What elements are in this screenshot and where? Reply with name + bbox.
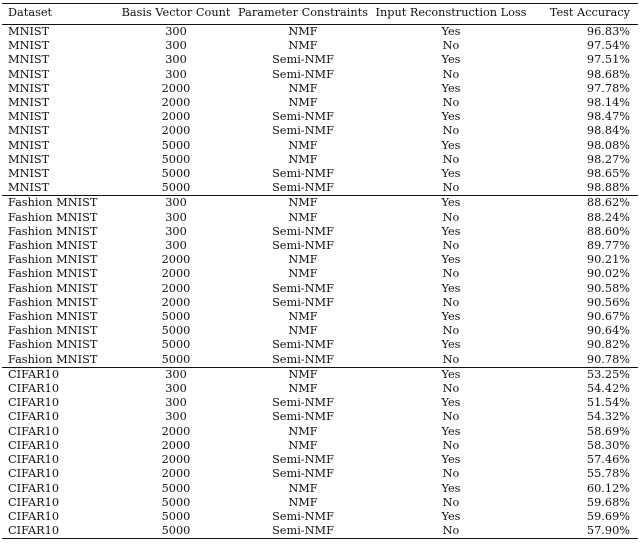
cell-parameter-constraints: NMF bbox=[288, 382, 318, 396]
cell-parameter-constraints: NMF bbox=[288, 481, 318, 495]
cell-test-accuracy: 58.69% bbox=[586, 424, 630, 438]
header-row bbox=[2, 4, 638, 25]
cell-test-accuracy: 60.12% bbox=[586, 481, 630, 495]
cell-dataset: Fashion MNIST bbox=[8, 281, 98, 295]
cell-input-reconstruction-loss: No bbox=[442, 152, 460, 166]
cell-test-accuracy: 54.32% bbox=[586, 410, 630, 424]
cell-test-accuracy: 59.68% bbox=[586, 495, 630, 509]
cell-test-accuracy: 88.60% bbox=[586, 224, 630, 238]
cell-basis-vector-count: 2000 bbox=[161, 295, 191, 309]
table-row bbox=[2, 167, 638, 181]
table-row bbox=[2, 82, 638, 96]
cell-parameter-constraints: Semi-NMF bbox=[272, 281, 334, 295]
table-row bbox=[2, 253, 638, 267]
cell-parameter-constraints: Semi-NMF bbox=[272, 509, 334, 523]
cell-dataset: CIFAR10 bbox=[2, 524, 114, 539]
cell-input-reconstruction-loss: No bbox=[442, 239, 460, 253]
table-row bbox=[2, 53, 638, 67]
cell-test-accuracy: 59.69% bbox=[586, 509, 630, 523]
cell-basis-vector-count: 5000 bbox=[161, 352, 191, 366]
cell-parameter-constraints: NMF bbox=[288, 39, 318, 53]
table-row bbox=[2, 396, 638, 410]
cell-basis-vector-count: 5000 bbox=[161, 310, 191, 324]
cell-test-accuracy: 88.62% bbox=[534, 196, 638, 211]
cell-input-reconstruction-loss: No bbox=[442, 39, 460, 53]
cell-input-reconstruction-loss: No bbox=[442, 67, 460, 81]
cell-dataset: CIFAR10 bbox=[8, 509, 60, 523]
cell-parameter-constraints: Semi-NMF bbox=[272, 410, 334, 424]
table-row bbox=[2, 382, 638, 396]
cell-test-accuracy: 97.54% bbox=[586, 39, 630, 53]
cell-input-reconstruction-loss: Yes bbox=[441, 53, 461, 67]
table-row bbox=[2, 338, 638, 352]
cell-input-reconstruction-loss: Yes bbox=[441, 253, 461, 267]
cell-basis-vector-count: 2000 bbox=[161, 438, 191, 452]
cell-input-reconstruction-loss: Yes bbox=[441, 110, 461, 124]
table-row bbox=[2, 496, 638, 510]
cell-input-reconstruction-loss: No bbox=[442, 267, 460, 281]
cell-test-accuracy: 51.54% bbox=[586, 396, 630, 410]
cell-dataset: MNIST bbox=[8, 181, 50, 195]
cell-dataset: CIFAR10 bbox=[8, 382, 60, 396]
cell-parameter-constraints: Semi-NMF bbox=[272, 338, 334, 352]
cell-test-accuracy: 98.84% bbox=[586, 124, 630, 138]
cell-test-accuracy: 90.82% bbox=[586, 338, 630, 352]
cell-basis-vector-count: 5000 bbox=[161, 495, 191, 509]
cell-dataset: CIFAR10 bbox=[8, 481, 60, 495]
cell-basis-vector-count: 300 bbox=[165, 396, 187, 410]
cell-test-accuracy: 54.42% bbox=[586, 382, 630, 396]
table-group bbox=[2, 196, 638, 367]
cell-basis-vector-count: 2000 bbox=[161, 267, 191, 281]
cell-parameter-constraints: Semi-NMF bbox=[272, 67, 334, 81]
cell-input-reconstruction-loss: No bbox=[442, 124, 460, 138]
cell-test-accuracy: 90.02% bbox=[586, 267, 630, 281]
header-parameter-constraints: Parameter Constraints bbox=[238, 4, 368, 25]
table-row bbox=[2, 267, 638, 281]
cell-test-accuracy: 90.21% bbox=[586, 253, 630, 267]
cell-test-accuracy: 98.14% bbox=[586, 96, 630, 110]
cell-basis-vector-count: 5000 bbox=[161, 138, 191, 152]
cell-input-reconstruction-loss: Yes bbox=[441, 338, 461, 352]
table-row bbox=[2, 196, 638, 211]
cell-basis-vector-count: 5000 bbox=[161, 181, 191, 195]
cell-basis-vector-count: 2000 bbox=[161, 424, 191, 438]
cell-dataset: MNIST bbox=[8, 110, 50, 124]
cell-dataset: CIFAR10 bbox=[8, 410, 60, 424]
table-row bbox=[2, 367, 638, 382]
cell-test-accuracy: 98.27% bbox=[586, 152, 630, 166]
cell-test-accuracy: 97.78% bbox=[586, 81, 630, 95]
cell-parameter-constraints: Semi-NMF bbox=[272, 124, 334, 138]
cell-dataset: MNIST bbox=[8, 124, 50, 138]
table-row bbox=[2, 25, 638, 40]
cell-basis-vector-count: 300 bbox=[165, 67, 187, 81]
cell-parameter-constraints: Semi-NMF bbox=[272, 467, 334, 481]
table-row bbox=[2, 296, 638, 310]
cell-parameter-constraints: NMF bbox=[238, 196, 368, 211]
cell-test-accuracy: 55.78% bbox=[586, 467, 630, 481]
cell-dataset: MNIST bbox=[8, 39, 50, 53]
cell-dataset: CIFAR10 bbox=[8, 467, 60, 481]
cell-basis-vector-count: 2000 bbox=[161, 124, 191, 138]
cell-input-reconstruction-loss: No bbox=[442, 382, 460, 396]
cell-parameter-constraints: Semi-NMF bbox=[272, 224, 334, 238]
cell-input-reconstruction-loss: Yes bbox=[441, 453, 461, 467]
cell-test-accuracy: 90.64% bbox=[586, 324, 630, 338]
table-row bbox=[2, 39, 638, 53]
cell-input-reconstruction-loss: Yes bbox=[441, 224, 461, 238]
cell-dataset: Fashion MNIST bbox=[8, 239, 98, 253]
table-row bbox=[2, 524, 638, 539]
cell-dataset: MNIST bbox=[2, 25, 114, 40]
cell-basis-vector-count: 300 bbox=[165, 224, 187, 238]
cell-dataset: Fashion MNIST bbox=[8, 295, 98, 309]
cell-input-reconstruction-loss: No bbox=[442, 181, 460, 195]
cell-test-accuracy: 88.24% bbox=[586, 210, 630, 224]
cell-basis-vector-count: 2000 bbox=[161, 453, 191, 467]
cell-test-accuracy: 98.65% bbox=[586, 167, 630, 181]
cell-test-accuracy: 89.77% bbox=[586, 239, 630, 253]
cell-test-accuracy: 53.25% bbox=[534, 367, 638, 382]
header-test-accuracy: Test Accuracy bbox=[534, 4, 638, 25]
cell-basis-vector-count: 2000 bbox=[161, 110, 191, 124]
cell-basis-vector-count: 5000 bbox=[161, 509, 191, 523]
table-row bbox=[2, 239, 638, 253]
cell-basis-vector-count: 5000 bbox=[161, 167, 191, 181]
table-row bbox=[2, 467, 638, 481]
cell-basis-vector-count: 2000 bbox=[161, 281, 191, 295]
cell-dataset: Fashion MNIST bbox=[8, 253, 98, 267]
cell-dataset: MNIST bbox=[8, 81, 50, 95]
cell-test-accuracy: 98.68% bbox=[586, 67, 630, 81]
cell-basis-vector-count: 2000 bbox=[161, 467, 191, 481]
cell-parameter-constraints: NMF bbox=[288, 138, 318, 152]
cell-input-reconstruction-loss: Yes bbox=[368, 367, 534, 382]
cell-parameter-constraints: Semi-NMF bbox=[272, 396, 334, 410]
cell-input-reconstruction-loss: No bbox=[442, 96, 460, 110]
cell-dataset: CIFAR10 bbox=[8, 453, 60, 467]
cell-test-accuracy: 96.83% bbox=[534, 25, 638, 40]
cell-parameter-constraints: NMF bbox=[288, 324, 318, 338]
table-row bbox=[2, 410, 638, 424]
table-group bbox=[2, 25, 638, 196]
table-row bbox=[2, 425, 638, 439]
cell-parameter-constraints: Semi-NMF bbox=[272, 53, 334, 67]
cell-dataset: Fashion MNIST bbox=[8, 338, 98, 352]
cell-test-accuracy: 57.90% bbox=[534, 524, 638, 539]
cell-parameter-constraints: NMF bbox=[288, 152, 318, 166]
cell-dataset: Fashion MNIST bbox=[8, 352, 98, 366]
table-row bbox=[2, 353, 638, 368]
cell-parameter-constraints: NMF bbox=[288, 210, 318, 224]
cell-dataset: Fashion MNIST bbox=[8, 267, 98, 281]
cell-basis-vector-count: 300 bbox=[165, 53, 187, 67]
cell-input-reconstruction-loss: Yes bbox=[441, 167, 461, 181]
cell-input-reconstruction-loss: Yes bbox=[441, 481, 461, 495]
cell-dataset: MNIST bbox=[8, 96, 50, 110]
table-header bbox=[2, 4, 638, 25]
cell-parameter-constraints: NMF bbox=[238, 25, 368, 40]
table-row bbox=[2, 68, 638, 82]
cell-input-reconstruction-loss: Yes bbox=[441, 81, 461, 95]
cell-basis-vector-count: 300 bbox=[165, 39, 187, 53]
cell-parameter-constraints: NMF bbox=[288, 81, 318, 95]
table-row bbox=[2, 439, 638, 453]
cell-parameter-constraints: NMF bbox=[288, 267, 318, 281]
cell-basis-vector-count: 5000 bbox=[114, 524, 238, 539]
cell-dataset: MNIST bbox=[8, 67, 50, 81]
cell-basis-vector-count: 300 bbox=[165, 410, 187, 424]
cell-test-accuracy: 90.78% bbox=[586, 352, 630, 366]
cell-test-accuracy: 58.30% bbox=[586, 438, 630, 452]
table-row bbox=[2, 211, 638, 225]
cell-test-accuracy: 90.67% bbox=[586, 310, 630, 324]
cell-basis-vector-count: 300 bbox=[165, 239, 187, 253]
cell-dataset: Fashion MNIST bbox=[2, 196, 114, 211]
cell-dataset: Fashion MNIST bbox=[8, 310, 98, 324]
table-row bbox=[2, 453, 638, 467]
cell-basis-vector-count: 2000 bbox=[161, 96, 191, 110]
table-row bbox=[2, 282, 638, 296]
table-row bbox=[2, 124, 638, 138]
cell-input-reconstruction-loss: Yes bbox=[441, 396, 461, 410]
cell-dataset: CIFAR10 bbox=[2, 367, 114, 382]
cell-basis-vector-count: 300 bbox=[114, 196, 238, 211]
cell-input-reconstruction-loss: No bbox=[442, 438, 460, 452]
header-dataset: Dataset bbox=[2, 4, 114, 25]
cell-input-reconstruction-loss: Yes bbox=[368, 196, 534, 211]
cell-input-reconstruction-loss: No bbox=[442, 295, 460, 309]
cell-basis-vector-count: 300 bbox=[165, 210, 187, 224]
cell-input-reconstruction-loss: No bbox=[442, 495, 460, 509]
cell-input-reconstruction-loss: No bbox=[442, 324, 460, 338]
cell-dataset: MNIST bbox=[8, 138, 50, 152]
cell-dataset: MNIST bbox=[8, 53, 50, 67]
cell-basis-vector-count: 5000 bbox=[161, 338, 191, 352]
cell-input-reconstruction-loss: No bbox=[442, 410, 460, 424]
cell-parameter-constraints: Semi-NMF bbox=[272, 352, 334, 366]
cell-dataset: CIFAR10 bbox=[8, 495, 60, 509]
cell-parameter-constraints: Semi-NMF bbox=[272, 181, 334, 195]
cell-basis-vector-count: 300 bbox=[114, 25, 238, 40]
cell-basis-vector-count: 2000 bbox=[161, 81, 191, 95]
cell-test-accuracy: 97.51% bbox=[586, 53, 630, 67]
cell-input-reconstruction-loss: Yes bbox=[441, 509, 461, 523]
cell-test-accuracy: 98.47% bbox=[586, 110, 630, 124]
cell-parameter-constraints: Semi-NMF bbox=[272, 453, 334, 467]
cell-parameter-constraints: NMF bbox=[288, 438, 318, 452]
cell-input-reconstruction-loss: No bbox=[368, 524, 534, 539]
cell-parameter-constraints: NMF bbox=[238, 367, 368, 382]
table-row bbox=[2, 482, 638, 496]
table-row bbox=[2, 225, 638, 239]
cell-parameter-constraints: Semi-NMF bbox=[238, 524, 368, 539]
cell-dataset: CIFAR10 bbox=[8, 424, 60, 438]
cell-basis-vector-count: 2000 bbox=[161, 253, 191, 267]
cell-parameter-constraints: Semi-NMF bbox=[272, 295, 334, 309]
cell-parameter-constraints: NMF bbox=[288, 310, 318, 324]
cell-input-reconstruction-loss: Yes bbox=[368, 25, 534, 40]
cell-input-reconstruction-loss: No bbox=[442, 352, 460, 366]
cell-input-reconstruction-loss: No bbox=[442, 210, 460, 224]
cell-dataset: MNIST bbox=[8, 152, 50, 166]
cell-dataset: MNIST bbox=[8, 167, 50, 181]
results-table bbox=[2, 3, 638, 539]
table-row bbox=[2, 510, 638, 524]
cell-parameter-constraints: Semi-NMF bbox=[272, 110, 334, 124]
cell-dataset: Fashion MNIST bbox=[8, 224, 98, 238]
cell-input-reconstruction-loss: No bbox=[442, 467, 460, 481]
table-row bbox=[2, 96, 638, 110]
cell-dataset: Fashion MNIST bbox=[8, 324, 98, 338]
cell-parameter-constraints: NMF bbox=[288, 424, 318, 438]
header-input-reconstruction-loss: Input Reconstruction Loss bbox=[368, 4, 534, 25]
cell-dataset: CIFAR10 bbox=[8, 438, 60, 452]
cell-test-accuracy: 98.88% bbox=[586, 181, 630, 195]
cell-parameter-constraints: Semi-NMF bbox=[272, 167, 334, 181]
cell-basis-vector-count: 5000 bbox=[161, 481, 191, 495]
cell-parameter-constraints: NMF bbox=[288, 253, 318, 267]
table-row bbox=[2, 139, 638, 153]
cell-basis-vector-count: 5000 bbox=[161, 152, 191, 166]
cell-parameter-constraints: NMF bbox=[288, 96, 318, 110]
cell-parameter-constraints: Semi-NMF bbox=[272, 239, 334, 253]
cell-dataset: CIFAR10 bbox=[8, 396, 60, 410]
cell-input-reconstruction-loss: Yes bbox=[441, 281, 461, 295]
cell-input-reconstruction-loss: Yes bbox=[441, 138, 461, 152]
cell-test-accuracy: 98.08% bbox=[586, 138, 630, 152]
cell-basis-vector-count: 300 bbox=[114, 367, 238, 382]
table-row bbox=[2, 153, 638, 167]
cell-dataset: Fashion MNIST bbox=[8, 210, 98, 224]
table-row bbox=[2, 310, 638, 324]
cell-test-accuracy: 90.58% bbox=[586, 281, 630, 295]
cell-test-accuracy: 57.46% bbox=[586, 453, 630, 467]
cell-input-reconstruction-loss: Yes bbox=[441, 310, 461, 324]
cell-basis-vector-count: 5000 bbox=[161, 324, 191, 338]
cell-parameter-constraints: NMF bbox=[288, 495, 318, 509]
header-basis-vector-count: Basis Vector Count bbox=[114, 4, 238, 25]
table-row bbox=[2, 181, 638, 196]
table-row bbox=[2, 110, 638, 124]
table-row bbox=[2, 324, 638, 338]
cell-test-accuracy: 90.56% bbox=[586, 295, 630, 309]
cell-basis-vector-count: 300 bbox=[165, 382, 187, 396]
cell-input-reconstruction-loss: Yes bbox=[441, 424, 461, 438]
table-group bbox=[2, 367, 638, 538]
